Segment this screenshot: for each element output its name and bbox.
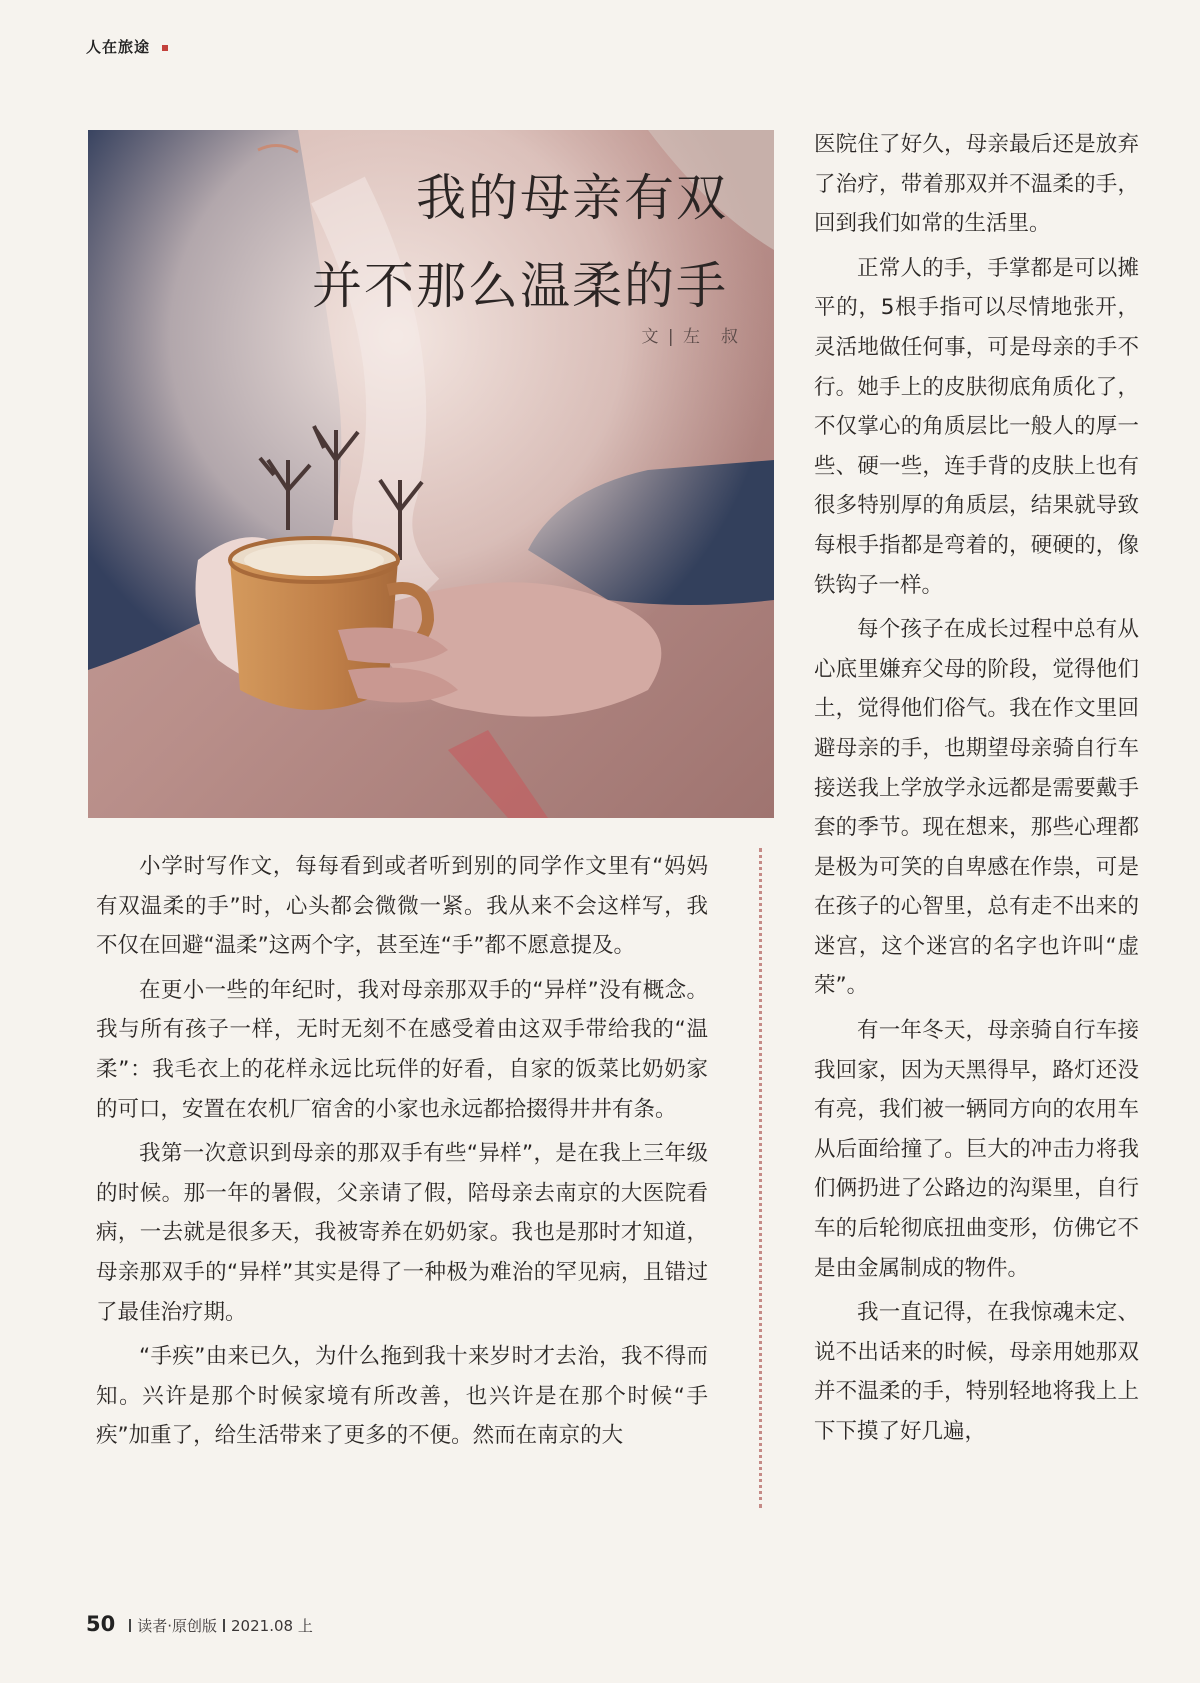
page-number: 50 (86, 1612, 116, 1636)
separator-icon (223, 1619, 225, 1632)
title-line-1: 我的母亲有双 (416, 169, 728, 227)
article-title (312, 154, 728, 330)
separator-icon (129, 1619, 131, 1632)
right-column (814, 125, 1139, 1457)
section-title: 人在旅途 (86, 38, 151, 56)
paragraph: 我第一次意识到母亲的那双手有些“异样”，是在我上三年级的时候。那一年的暑假，父亲请了假，陪母亲去南京的大医院看病，一去就是很多天，我被寄养在奶奶家。我也是那时才知道，母亲那双手的“异样”其实是得了一种极为难治的罕见病，且错过了最佳治疗期。 (96, 1141, 708, 1325)
paragraph: 每个孩子在成长过程中总有从心底里嫌弃父母的阶段，觉得他们土，觉得他们俗气。我在作文里回避母亲的手，也期望母亲骑自行车接送我上学放学永远都是需要戴手套的季节。现在想来，那些心理都是极为可笑的自卑感在作祟，可是在孩子的心智里，总有走不出来的迷宫，这个迷宫的名字也许叫“虚荣”。 (814, 617, 1139, 999)
illustration (88, 130, 774, 818)
paragraph-continuation: 医院住了好久，母亲最后还是放弃了治疗，带着那双并不温柔的手，回到我们如常的生活里。 (814, 132, 1139, 237)
magazine-name: 读者·原创版 (137, 1617, 218, 1635)
page-footer (86, 1612, 313, 1636)
title-line-2: 并不那么温柔的手 (312, 257, 728, 315)
left-column (96, 847, 708, 1461)
column-divider (759, 848, 762, 1508)
paragraph: 我一直记得，在我惊魂未定、说不出话来的时候，母亲用她那双并不温柔的手，特别轻地将我上上下下摸了好几遍， (814, 1300, 1139, 1444)
issue-label: 2021.08 上 (231, 1617, 313, 1635)
paragraph: 正常人的手，手掌都是可以摊平的，5根手指可以尽情地张开，灵活地做任何事，可是母亲的手不行。她手上的皮肤彻底角质化了，不仅掌心的角质层比一般人的厚一些、硬一些，连手背的皮肤上也有很多特别厚的角质层，结果就导致每根手指都是弯着的，硬硬的，像铁钩子一样。 (814, 255, 1139, 598)
paragraph: 有一年冬天，母亲骑自行车接我回家，因为天黑得早，路灯还没有亮，我们被一辆同方向的农用车从后面给撞了。巨大的冲击力将我们俩扔进了公路边的沟渠里，自行车的后轮彻底扭曲变形，仿佛它不是由金属制成的物件。 (814, 1018, 1139, 1281)
paragraph: “手疾”由来已久，为什么拖到我十来岁时才去治，我不得而知。兴许是那个时候家境有所改善，也兴许是在那个时候“手疾”加重了，给生活带来了更多的不便。然而在南京的大 (96, 1344, 708, 1449)
byline: 文 | 左 叔 (641, 327, 740, 347)
paragraph: 小学时写作文，每每看到或者听到别的同学作文里有“妈妈有双温柔的手”时，心头都会微微一紧。我从来不会这样写，我不仅在回避“温柔”这两个字，甚至连“手”都不愿意提及。 (96, 854, 708, 959)
section-header (86, 36, 168, 57)
paragraph: 在更小一些的年纪时，我对母亲那双手的“异样”没有概念。我与所有孩子一样，无时无刻不在感受着由这双手带给我的“温柔”：我毛衣上的花样永远比玩伴的好看，自家的饭菜比奶奶家的可口，安置在农机厂宿舍的小家也永远都拾掇得井井有条。 (96, 977, 708, 1122)
section-marker-icon (162, 45, 168, 51)
